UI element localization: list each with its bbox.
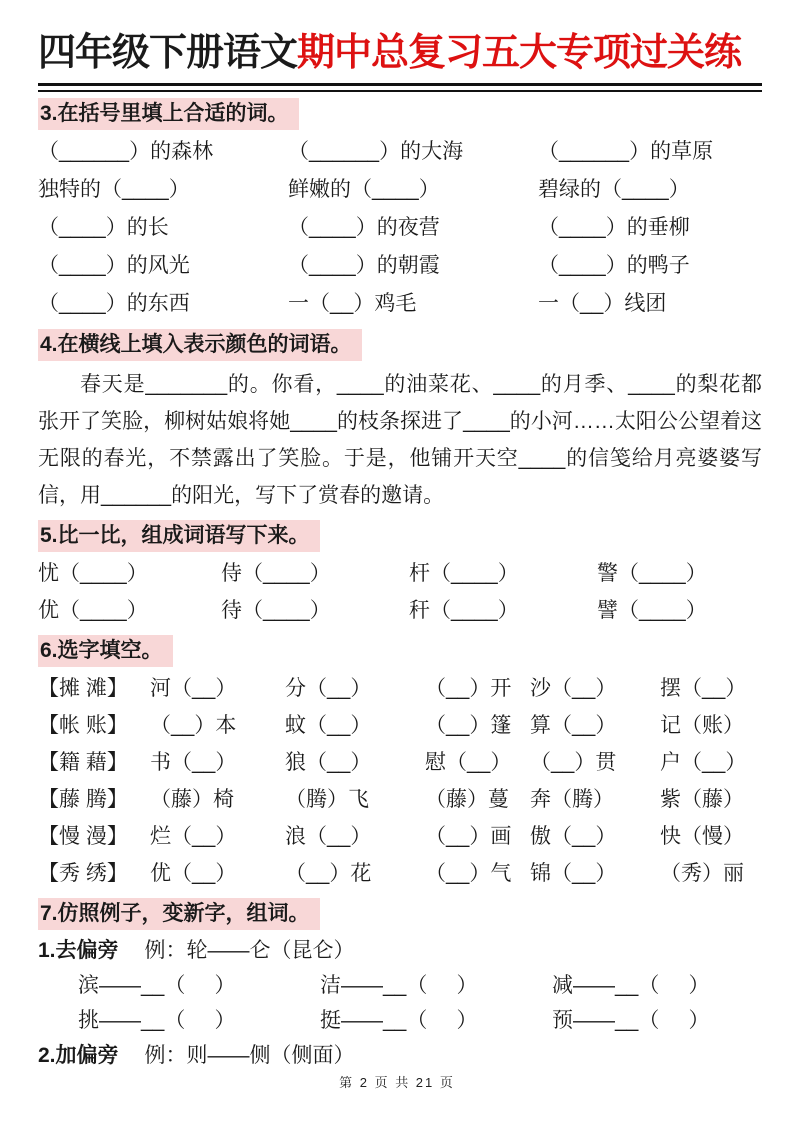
choice-pair: 【籍 藉】 [38, 751, 128, 774]
fill-blank-item: （______）的草原 [538, 140, 714, 163]
fill-blank-item: （____）的东西 [38, 292, 190, 315]
choose-item: 狼（__） [285, 751, 372, 774]
subsection-example: 例：轮——仑（昆仑） [144, 939, 355, 962]
choose-item: （腾）飞 [285, 788, 369, 811]
choose-item: （__）画 [425, 825, 512, 848]
compare-item: 优（____） [38, 599, 148, 622]
choice-pair: 【藤 腾】 [38, 788, 128, 811]
transform-item: 减——__（ ） [552, 974, 710, 997]
table-row [38, 209, 762, 247]
fill-blank-item: （____）的长 [38, 216, 169, 239]
fill-blank-item: 一（__）线团 [538, 292, 667, 315]
choose-item: 户（__） [660, 751, 747, 774]
subsection-add-radical [38, 1038, 762, 1073]
compare-item: 待（____） [221, 599, 331, 622]
title-underline [38, 83, 762, 92]
choose-item: 傲（__） [530, 825, 617, 848]
table-row [38, 1003, 762, 1038]
fill-blank-item: 一（__）鸡毛 [288, 292, 417, 315]
choose-item: 蚊（__） [285, 714, 372, 737]
transform-item: 挑——__（ ） [78, 1009, 236, 1032]
section-4-header: 4.在横线上填入表示颜色的词语。 [38, 329, 362, 361]
choose-item: 快（慢） [660, 825, 744, 848]
choose-item: 紫（藤） [660, 788, 744, 811]
choice-pair: 【慢 漫】 [38, 825, 128, 848]
fill-blank-item: （______）的森林 [38, 140, 214, 163]
compare-item: 忧（____） [38, 562, 148, 585]
section-5-header: 5.比一比，组成词语写下来。 [38, 520, 320, 552]
section-6-header: 6.选字填空。 [38, 635, 173, 667]
fill-blank-item: （____）的风光 [38, 254, 190, 277]
table-row [38, 855, 762, 892]
table-row [38, 670, 762, 707]
compare-item: 秆（____） [409, 599, 519, 622]
table-row [38, 171, 762, 209]
fill-blank-item: （____）的夜营 [288, 216, 440, 239]
transform-item: 滨——__（ ） [78, 974, 236, 997]
choose-item: 慰（__） [425, 751, 512, 774]
fill-blank-item: 鲜嫩的（____） [288, 178, 440, 201]
section-7-make-new-characters [38, 892, 762, 1073]
subsection-label: 1.去偏旁 [38, 939, 119, 962]
choose-item: 浪（__） [285, 825, 372, 848]
fill-blank-item: （____）的鸭子 [538, 254, 690, 277]
compare-item: 杆（____） [409, 562, 519, 585]
table-row [38, 555, 762, 592]
choose-item: 奔（腾） [530, 788, 614, 811]
choose-item: 优（__） [150, 862, 237, 885]
fill-blank-item: （____）的朝霞 [288, 254, 440, 277]
choose-item: （藤）椅 [150, 788, 234, 811]
choose-item: 算（__） [530, 714, 617, 737]
choose-item: 河（__） [150, 677, 237, 700]
table-row [38, 818, 762, 855]
choose-item: 锦（__） [530, 862, 617, 885]
choose-item: 记（账） [660, 714, 744, 737]
transform-item: 洁——__（ ） [320, 974, 478, 997]
choose-item: （__）花 [285, 862, 372, 885]
table-row [38, 781, 762, 818]
fill-blank-item: 独特的（____） [38, 178, 190, 201]
section-5-compare-words [38, 514, 762, 629]
choose-item: （藤）蔓 [425, 788, 509, 811]
table-row [38, 968, 762, 1003]
section-3-header: 3.在括号里填上合适的词。 [38, 98, 299, 130]
choose-item: （__）贯 [530, 751, 617, 774]
fill-blank-item: （____）的垂柳 [538, 216, 690, 239]
section-4-color-words [38, 323, 762, 514]
choose-item: （__）开 [425, 677, 512, 700]
compare-item: 警（____） [597, 562, 707, 585]
subsection-remove-radical [38, 933, 762, 968]
compare-item: 侍（____） [221, 562, 331, 585]
choose-item: 沙（__） [530, 677, 617, 700]
choose-item: （__）气 [425, 862, 512, 885]
choose-item: 分（__） [285, 677, 372, 700]
title-grade-part: 四年级下册语文 [38, 32, 298, 74]
fill-blank-item: （______）的大海 [288, 140, 464, 163]
transform-item: 预——__（ ） [552, 1009, 710, 1032]
choose-item: 书（__） [150, 751, 237, 774]
section-3-fill-words [38, 92, 762, 323]
table-row [38, 247, 762, 285]
subsection-example: 例：则——侧（侧面） [144, 1044, 355, 1067]
section-6-choose-character [38, 629, 762, 892]
page-number: 第 2 页 共 21 页 [339, 1075, 455, 1090]
choose-item: 摆（__） [660, 677, 747, 700]
table-row [38, 592, 762, 629]
section-7-header: 7.仿照例子，变新字，组词。 [38, 898, 320, 930]
table-row [38, 707, 762, 744]
fill-blank-paragraph: 春天是_______的。你看，____的油菜花、____的月季、____的梨花都张开了笑脸，柳树姑娘将她____的枝条探进了____的小河……太阳公公望着这无限的春光，不禁露出了笑脸。于是，他铺开天空____的信笺给月亮婆婆写信，用______的阳光，写下了赏春的邀请。 [38, 373, 762, 507]
page-header [38, 26, 762, 92]
choose-item: （__）本 [150, 714, 237, 737]
table-row [38, 744, 762, 781]
page-title [38, 26, 762, 80]
choice-pair: 【摊 滩】 [38, 677, 128, 700]
fill-blank-item: 碧绿的（____） [538, 178, 690, 201]
table-row [38, 285, 762, 323]
transform-item: 挺——__（ ） [320, 1009, 478, 1032]
subsection-label: 2.加偏旁 [38, 1044, 119, 1067]
choose-item: （__）篷 [425, 714, 512, 737]
compare-item: 譬（____） [597, 599, 707, 622]
choice-pair: 【秀 绣】 [38, 862, 128, 885]
choice-pair: 【帐 账】 [38, 714, 128, 737]
choose-item: （秀）丽 [660, 862, 744, 885]
table-row [38, 133, 762, 171]
title-topic-part: 期中总复习五大专项过关练 [297, 32, 742, 74]
choose-item: 烂（__） [150, 825, 237, 848]
